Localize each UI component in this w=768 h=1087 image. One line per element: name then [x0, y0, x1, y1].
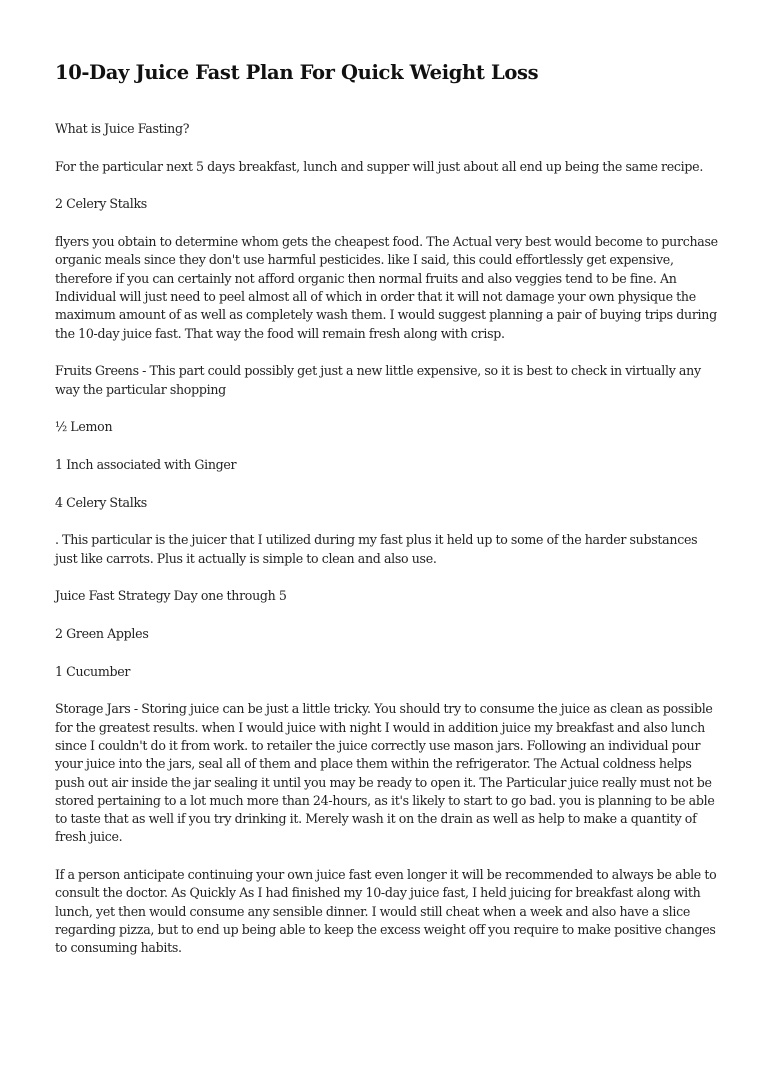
paragraph-what-is-juice-fasting: What is Juice Fasting?: [55, 121, 190, 136]
paragraph-fruits-greens: Fruits Greens - This part could possibly get just a new little expensive, so it is best to check in virtually any way the particular shopping: [55, 363, 701, 397]
paragraph-2-celery-stalks: 2 Celery Stalks: [55, 196, 147, 212]
paragraph-flyers: flyers you obtain to determine whom gets the cheapest food. The Actual very best would become to purchase organic meals since they don't use harmful pesticides. like I said, this could effortlessly get expensive, therefore if you can certainly not afford organic then normal fruits and also veggies tend to be fine. An Individual will just need to peel almost all of which in order that it will not damage your own physique the maximum amount of as well as completely wash them. I would suggest planning a pair of buying trips during the 10-day juice fast. That way the food will remain fresh along with crisp.: [55, 234, 718, 341]
paragraph-next-5-days: For the particular next 5 days breakfast, lunch and supper will just about all end up being the same recipe.: [55, 158, 704, 174]
paragraph-strategy-day-1-5: Juice Fast Strategy Day one through 5: [55, 588, 287, 604]
paragraph-continuing-fast: If a person anticipate continuing your own juice fast even longer it will be recommended to always be able to consult the doctor. As Quickly As I had finished my 10-day juice fast, I held juicing for breakfast along with lunch, yet then would consume any sensible dinner. I would still cheat when a week and also have a slice regarding pizza, but to end up being able to keep the excess weight off you require to make positive changes to consuming habits.: [55, 867, 717, 956]
paragraph-green-apples: 2 Green Apples: [55, 625, 149, 641]
document-page: [55, 58, 720, 977]
paragraph-cucumber: 1 Cucumber: [55, 663, 131, 679]
paragraph-juicer: . This particular is the juicer that I utilized during my fast plus it held up to some of the harder substances just like carrots. Plus it actually is simple to clean and also use.: [55, 532, 698, 566]
paragraph-ginger: 1 Inch associated with Ginger: [55, 456, 237, 472]
paragraph-4-celery-stalks: 4 Celery Stalks: [55, 494, 147, 510]
document-title: 10-Day Juice Fast Plan For Quick Weight Loss: [55, 61, 539, 84]
paragraph-half-lemon: ½ Lemon: [55, 419, 113, 435]
paragraph-storage-jars: Storage Jars - Storing juice can be just a little tricky. You should try to consume the juice as clean as possible for the greatest results. when I would juice with night I would in addition juice my breakfast and also lunch since I couldn't do it from work. to retailer the juice correctly use mason jars. Following an individual pour your juice into the jars, seal all of them and place them within the refrigerator. The Actual coldness helps push out air inside the jar sealing it until you may be ready to open it. The Particular juice really must not be stored pertaining to a lot much more than 24-hours, as it's likely to start to go bad. you is planning to be able to taste that as well if you try drinking it. Merely wash it on the drain as well as help to make a quantity of fresh juice.: [55, 701, 715, 845]
